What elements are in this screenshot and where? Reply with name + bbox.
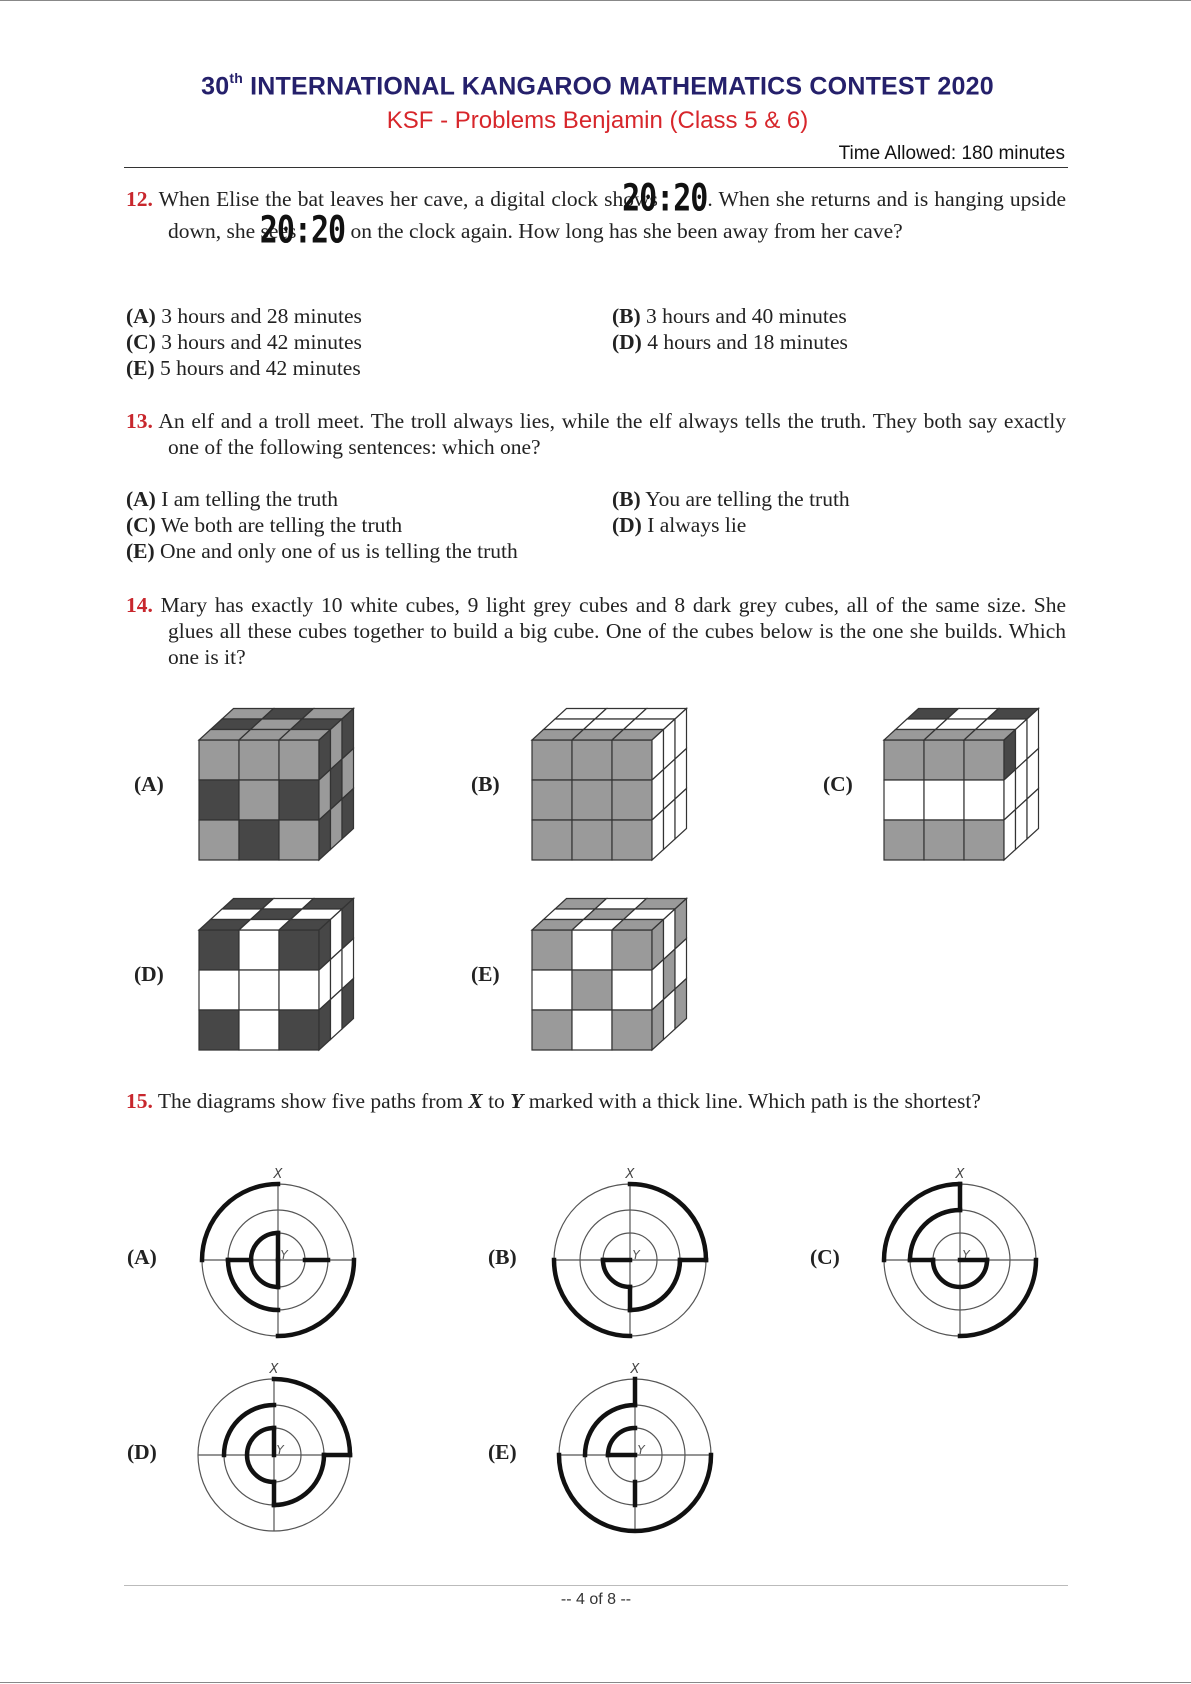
option-e[interactable]: (E) One and only one of us is telling the truth [126, 539, 518, 563]
cube-facelet [532, 1010, 572, 1050]
figure-label: (E) [488, 1440, 517, 1464]
option-b[interactable]: (B) You are telling the truth [612, 487, 850, 511]
cube-facelet [279, 740, 319, 780]
path-diagram-a[interactable] [188, 1160, 368, 1350]
cube-facelet [964, 740, 1004, 780]
point-x-label: X [468, 1089, 483, 1113]
path-diagram-d[interactable] [184, 1355, 364, 1545]
digital-clock: 20:20 [259, 208, 346, 253]
point-x-label: X [273, 1167, 283, 1182]
point-y-label: Y [280, 1248, 288, 1262]
question-14 [126, 592, 1066, 670]
option-c[interactable]: (C) 3 hours and 42 minutes [126, 330, 362, 354]
cube-facelet [612, 930, 652, 970]
cube-facelet [572, 820, 612, 860]
cube-facelet [964, 780, 1004, 820]
contest-subtitle: KSF - Problems Benjamin (Class 5 & 6) [386, 107, 809, 134]
cube-facelet [612, 820, 652, 860]
cube-facelet [239, 1010, 279, 1050]
path-segment [910, 1210, 960, 1260]
cube-facelet [199, 930, 239, 970]
figure-label: (B) [471, 772, 500, 796]
option-b[interactable]: (B) 3 hours and 40 minutes [612, 304, 847, 328]
cube-facelet [199, 970, 239, 1010]
point-x-label: X [630, 1362, 640, 1377]
cube-facelet [572, 970, 612, 1010]
question-number: 15. [126, 1089, 153, 1113]
figure-label: (E) [471, 962, 500, 986]
cube-facelet [924, 740, 964, 780]
top-border [0, 0, 1191, 1]
point-x-label: X [625, 1167, 635, 1182]
question-number: 12. [126, 187, 153, 211]
cube-facelet [532, 970, 572, 1010]
question-number: 14. [126, 593, 153, 617]
option-d[interactable]: (D) 4 hours and 18 minutes [612, 330, 848, 354]
header-rule [124, 167, 1068, 168]
cube-facelet [532, 740, 572, 780]
figure-label: (A) [127, 1245, 157, 1269]
option-a[interactable]: (A) I am telling the truth [126, 487, 338, 511]
cube-facelet [572, 740, 612, 780]
cube-facelet [612, 1010, 652, 1050]
time-allowed: Time Allowed: 180 minutes [838, 143, 1065, 164]
cube-facelet [884, 740, 924, 780]
point-x-label: X [269, 1362, 279, 1377]
cube-b[interactable] [528, 700, 698, 872]
cube-facelet [612, 970, 652, 1010]
cube-facelet [612, 780, 652, 820]
cube-facelet [572, 780, 612, 820]
cube-facelet [924, 780, 964, 820]
cube-facelet [239, 820, 279, 860]
path-segment [608, 1428, 635, 1455]
path-diagram-e[interactable] [545, 1355, 725, 1545]
footer-rule [124, 1585, 1068, 1586]
digital-clock: 20:20 [622, 176, 708, 221]
question-number: 13. [126, 409, 153, 433]
figure-label: (C) [823, 772, 853, 796]
question-text: Mary has exactly 10 white cubes, 9 light grey cubes and 8 dark grey cubes, all of the same size. She glues all these cubes together to build a big cube. One of the cubes below is the one she builds. Which one is it? [160, 593, 1067, 669]
cube-facelet [532, 930, 572, 970]
question-12 [126, 176, 1066, 253]
path-diagram-c[interactable] [870, 1160, 1050, 1350]
question-text: to [488, 1089, 505, 1113]
path-segment [278, 1260, 354, 1336]
cube-facelet [964, 820, 1004, 860]
point-y-label: Y [632, 1248, 640, 1262]
path-diagram-b[interactable] [540, 1160, 720, 1350]
path-segment [884, 1184, 960, 1260]
question-text: marked with a thick line. Which path is the shortest? [528, 1089, 981, 1113]
cube-e[interactable] [528, 890, 698, 1062]
question-15 [126, 1088, 1066, 1114]
option-d[interactable]: (D) I always lie [612, 513, 747, 537]
path-segment [630, 1184, 706, 1260]
point-y-label: Y [962, 1248, 970, 1262]
path-segment [274, 1379, 350, 1455]
question-text: The diagrams show five paths from [157, 1089, 463, 1113]
figure-label: (D) [127, 1440, 157, 1464]
cube-a[interactable] [195, 700, 365, 872]
cube-facelet [924, 820, 964, 860]
cube-facelet [884, 780, 924, 820]
cube-facelet [199, 820, 239, 860]
figure-label: (B) [488, 1245, 517, 1269]
path-segment [603, 1260, 630, 1287]
question-text: When Elise the bat leaves her cave, a digital clock shows [158, 187, 658, 211]
point-y-label: Y [637, 1443, 645, 1457]
cube-facelet [199, 1010, 239, 1050]
point-x-label: X [955, 1167, 965, 1182]
cube-facelet [199, 740, 239, 780]
path-segment [960, 1260, 1036, 1336]
cube-facelet [279, 780, 319, 820]
page-number: -- 4 of 8 -- [560, 1591, 632, 1608]
path-segment [630, 1260, 680, 1310]
cube-facelet [239, 970, 279, 1010]
cube-d[interactable] [195, 890, 365, 1062]
option-e[interactable]: (E) 5 hours and 42 minutes [126, 356, 361, 380]
question-text: . When she returns and is hanging upside down, she sees [168, 187, 1066, 243]
cube-facelet [279, 820, 319, 860]
cube-facelet [239, 780, 279, 820]
path-segment [554, 1260, 630, 1336]
question-13 [126, 408, 1066, 460]
question-text: An elf and a troll meet. The troll always lies, while the elf always tells the truth. They both say exactly one of the following sentences: which one? [158, 409, 1066, 459]
cube-facelet [279, 1010, 319, 1050]
cube-facelet [239, 930, 279, 970]
bottom-border [0, 1682, 1191, 1683]
question-text: on the clock again. How long has she been away from her cave? [350, 219, 903, 243]
option-c[interactable]: (C) We both are telling the truth [126, 513, 403, 537]
contest-title: 30th INTERNATIONAL KANGAROO MATHEMATICS CONTEST 2020 [201, 70, 994, 101]
cube-facelet [612, 740, 652, 780]
point-y-label: Y [276, 1443, 284, 1457]
cube-facelet [572, 930, 612, 970]
figure-label: (A) [134, 772, 164, 796]
path-segment [202, 1184, 278, 1260]
cube-facelet [532, 820, 572, 860]
cube-facelet [199, 780, 239, 820]
figure-label: (D) [134, 962, 164, 986]
path-segment [274, 1455, 324, 1505]
cube-facelet [532, 780, 572, 820]
cube-facelet [239, 740, 279, 780]
point-y-label: Y [510, 1089, 524, 1113]
cube-facelet [572, 1010, 612, 1050]
cube-facelet [279, 930, 319, 970]
figure-label: (C) [810, 1245, 840, 1269]
cube-facelet [884, 820, 924, 860]
option-a[interactable]: (A) 3 hours and 28 minutes [126, 304, 362, 328]
cube-c[interactable] [880, 700, 1050, 872]
cube-facelet [279, 970, 319, 1010]
